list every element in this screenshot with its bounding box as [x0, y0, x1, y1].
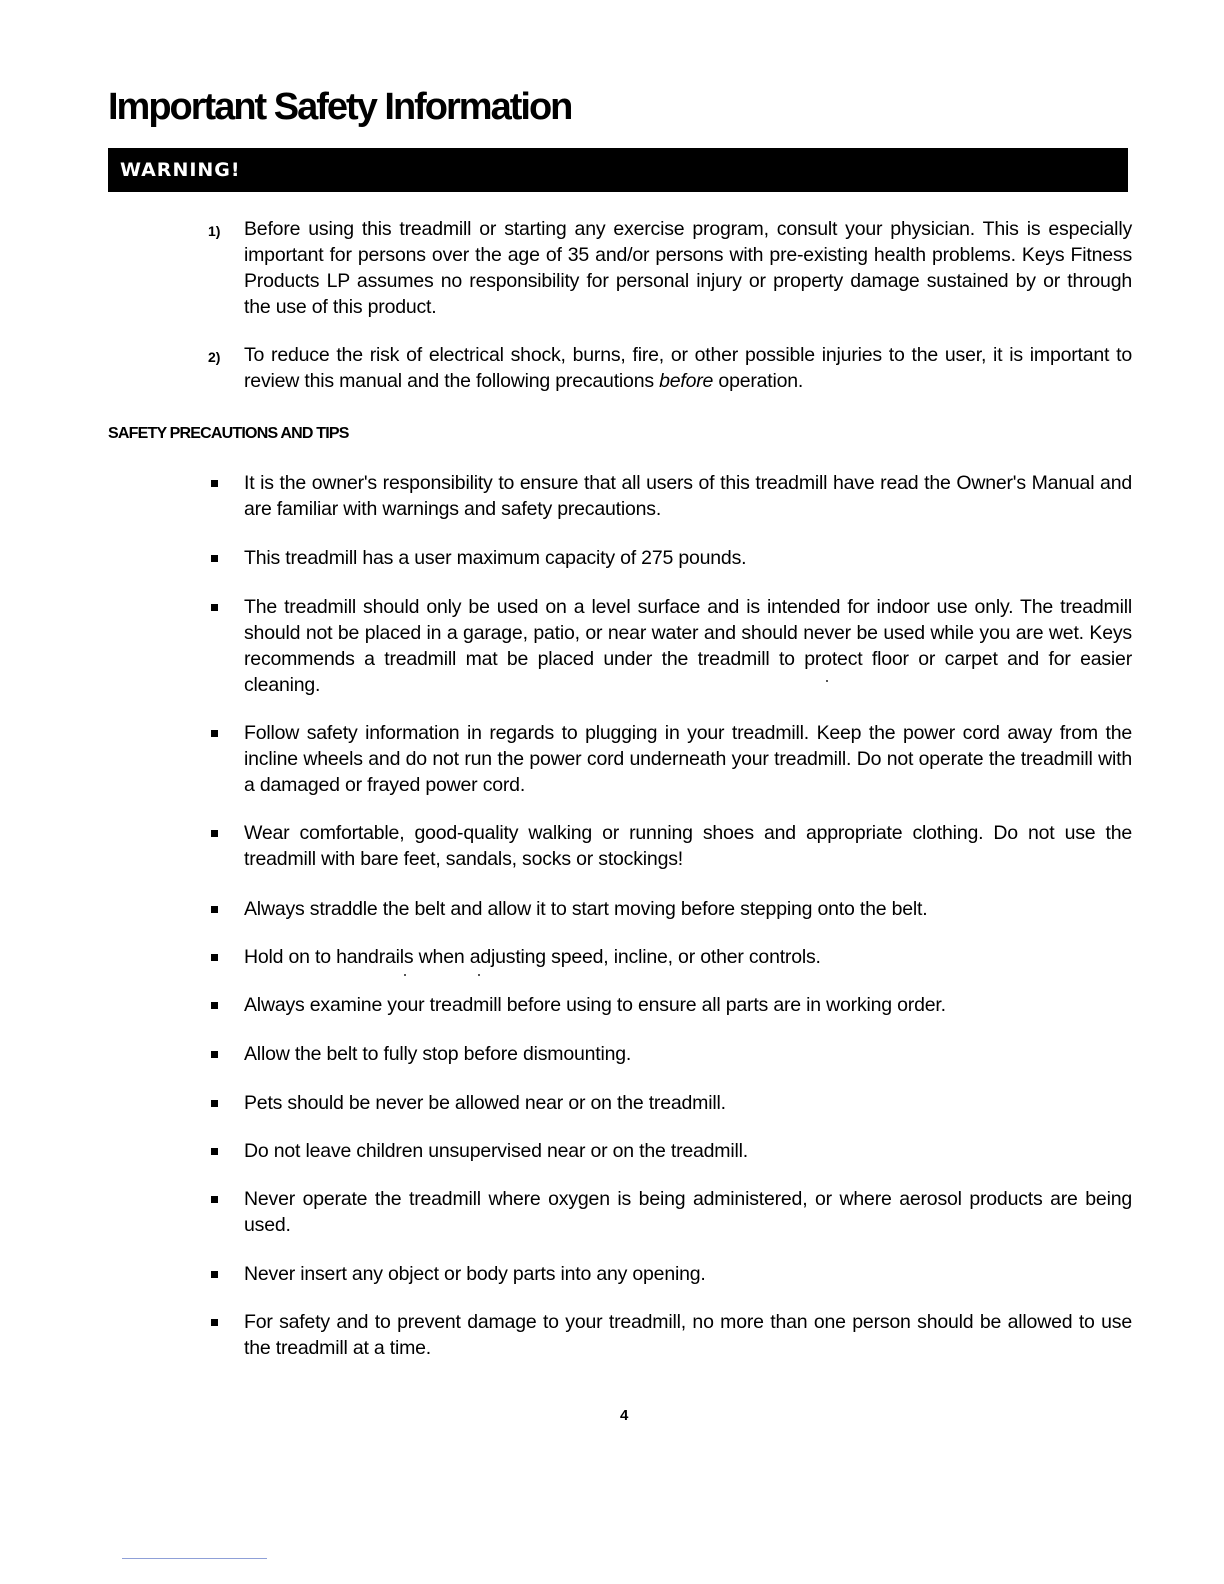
scan-speck — [826, 680, 828, 682]
text-part: operation. — [713, 370, 804, 392]
bullet-marker — [211, 1100, 218, 1107]
bullet-marker — [211, 730, 218, 737]
bullet-marker — [211, 1002, 218, 1009]
bullet-text: Allow the belt to fully stop before dismounting. — [244, 1043, 632, 1065]
bullet-marker — [211, 906, 218, 913]
bullet-text: Do not leave children unsupervised near or on the treadmill. — [244, 1140, 748, 1162]
footer-rule — [122, 1558, 267, 1559]
bullet-text: This treadmill has a user maximum capacity of 275 pounds. — [244, 547, 747, 569]
bullet-marker — [211, 1271, 218, 1278]
bullet-marker — [211, 1319, 218, 1326]
bullet-text: Always examine your treadmill before using to ensure all parts are in working order. — [244, 994, 946, 1016]
bullet-text: Hold on to handrails when adjusting speed, incline, or other controls. — [244, 946, 821, 968]
bullet-text: For safety and to prevent damage to your treadmill, no more than one person should be allowed to use the treadmill at a time. — [244, 1311, 1132, 1359]
page-title: Important Safety Information — [108, 86, 572, 128]
bullet-text: Always straddle the belt and allow it to start moving before stepping onto the belt. — [244, 898, 928, 920]
numbered-marker: 2) — [208, 349, 221, 365]
numbered-text: Before using this treadmill or starting any exercise program, consult your physician. This is especially important for persons over the age of 35 and/or persons with pre-existing health problems. Keys Fitness Products LP assumes no responsibility for personal injury or property damage sustained by or through the use of this product. — [244, 218, 1132, 318]
page-number: 4 — [620, 1407, 629, 1424]
bullet-marker — [211, 480, 218, 487]
bullet-marker — [211, 604, 218, 611]
bullet-marker — [211, 1148, 218, 1155]
bullet-text: Never insert any object or body parts into any opening. — [244, 1263, 706, 1285]
bullet-text: Pets should be never be allowed near or on the treadmill. — [244, 1092, 726, 1114]
section-heading: SAFETY PRECAUTIONS AND TIPS — [108, 425, 349, 442]
text-part: To reduce the risk of electrical shock, burns, fire, or other possible injuries to the user, it is important to review this manual and the following precautions — [244, 344, 1132, 392]
scan-speck — [478, 974, 480, 976]
bullet-text: It is the owner's responsibility to ensure that all users of this treadmill have read the Owner's Manual and are familiar with warnings and safety precautions. — [244, 472, 1132, 520]
bullet-marker — [211, 555, 218, 562]
bullet-marker — [211, 830, 218, 837]
bullet-text: Never operate the treadmill where oxygen is being administered, or where aerosol products are being used. — [244, 1188, 1132, 1236]
bullet-text: Wear comfortable, good-quality walking or running shoes and appropriate clothing. Do not use the treadmill with bare feet, sandals, socks or stockings! — [244, 822, 1132, 870]
bullet-text: The treadmill should only be used on a level surface and is intended for indoor use only. The treadmill should not be placed in a garage, patio, or near water and should never be used while you are wet. Keys recommends a treadmill mat be placed under the treadmill to protect floor or carpet and for easier cleaning. — [244, 596, 1132, 696]
warning-label: WARNING! — [120, 159, 241, 181]
bullet-marker — [211, 1196, 218, 1203]
scan-speck — [404, 974, 406, 976]
bullet-text: Follow safety information in regards to plugging in your treadmill. Keep the power cord away from the incline wheels and do not run the power cord underneath your treadmill. Do not operate the treadmill with a damaged or frayed power cord. — [244, 722, 1132, 796]
emphasis-text: before — [659, 370, 714, 392]
numbered-text — [244, 342, 1132, 394]
bullet-marker — [211, 1051, 218, 1058]
numbered-marker: 1) — [208, 223, 221, 239]
bullet-marker — [211, 954, 218, 961]
warning-banner — [108, 148, 1128, 192]
